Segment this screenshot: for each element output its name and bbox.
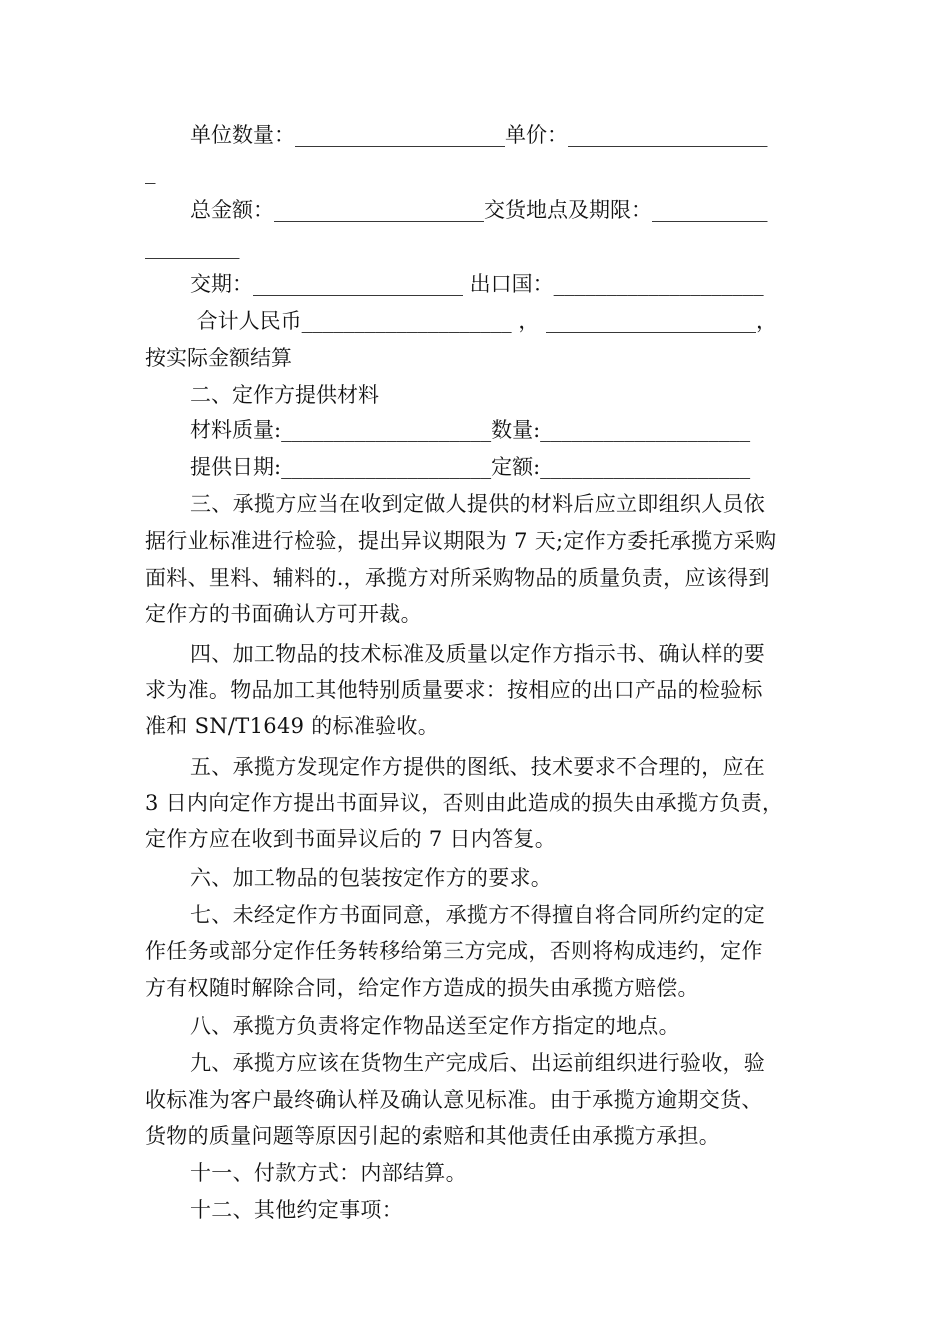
paragraph-line: 定作方应在收到书面异议后的 7 日内答复。 (145, 827, 557, 851)
paragraph-line: 面料、里料、辅料的.，承揽方对所采购物品的质量负责，应该得到 (145, 566, 770, 590)
material-quality-field: 材料质量:____________________数量:____________________ (190, 418, 751, 442)
total-amount-field-wrap: _________ (145, 235, 240, 259)
paragraph-line: 三、承揽方应当在收到定做人提供的材料后应立即组织人员依 (190, 492, 766, 516)
paragraph-line: 方有权随时解除合同，给定作方造成的损失由承揽方赔偿。 (145, 976, 699, 1000)
paragraph-line: 据行业标准进行检验，提出异议期限为 7 天;定作方委托承揽方采购 (145, 529, 777, 553)
rmb-total-field-wrap: 按实际金额结算 (145, 346, 292, 370)
paragraph-line: 3 日内向定作方提出书面异议，否则由此造成的损失由承揽方负责， (145, 791, 784, 815)
paragraph-line: 准和 SN/T1649 的标准验收。 (145, 714, 440, 738)
section-heading: 二、定作方提供材料 (190, 383, 379, 407)
paragraph-line: 四、加工物品的技术标准及质量以定作方指示书、确认样的要 (190, 642, 766, 666)
total-amount-field: 总金额：____________________交货地点及期限：___________ (190, 198, 768, 222)
paragraph-line: 九、承揽方应该在货物生产完成后、出运前组织进行验收，验 (190, 1051, 766, 1075)
paragraph-line: 货物的质量问题等原因引起的索赔和其他责任由承揽方承担。 (145, 1124, 721, 1148)
paragraph-line: 十一、付款方式：内部结算。 (190, 1161, 467, 1185)
paragraph-line: 六、加工物品的包装按定作方的要求。 (190, 866, 553, 890)
paragraph-line: 八、承揽方负责将定作物品送至定作方指定的地点。 (190, 1014, 680, 1038)
rmb-total-field: 合计人民币____________________ ， ____________________， (190, 309, 778, 333)
paragraph-line: 定作方的书面确认方可开裁。 (145, 602, 422, 626)
unit-quantity-field-wrap: _ (145, 160, 156, 184)
paragraph-line: 收标准为客户最终确认样及确认意见标准。由于承揽方逾期交货、 (145, 1088, 763, 1112)
delivery-date-field: 交期：____________________ 出口国：____________________ (190, 272, 764, 296)
paragraph-line: 七、未经定作方书面同意，承揽方不得擅自将合同所约定的定 (190, 903, 766, 927)
paragraph-line: 求为准。物品加工其他特别质量要求：按相应的出口产品的检验标 (145, 678, 763, 702)
unit-quantity-field: 单位数量：____________________单价：___________________ (190, 123, 768, 147)
paragraph-line: 作任务或部分定作任务转移给第三方完成，否则将构成违约，定作 (145, 939, 763, 963)
supply-date-field: 提供日期:____________________定额:____________________ (190, 455, 751, 479)
paragraph-line: 五、承揽方发现定作方提供的图纸、技术要求不合理的，应在 (190, 755, 766, 779)
paragraph-line: 十二、其他约定事项： (190, 1198, 403, 1222)
